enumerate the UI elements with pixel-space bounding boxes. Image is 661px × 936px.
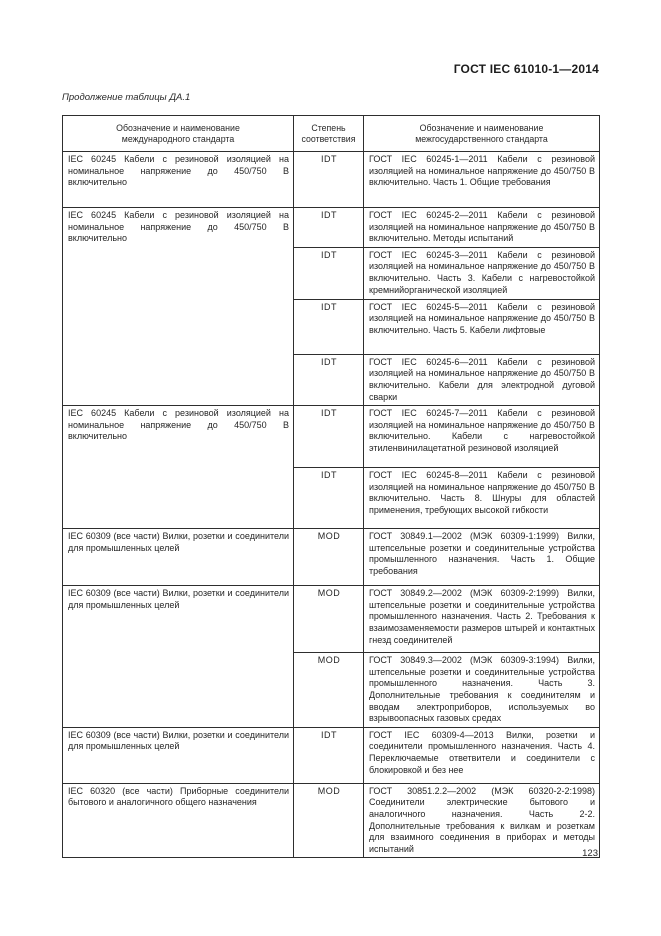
column-header-international-standard: Обозначение и наименование международного стандарта	[63, 116, 294, 152]
document-title: ГОСТ IEC 61010-1—2014	[453, 62, 599, 76]
cell-international-standard: IEC 60245 Кабели с резиновой изоляцией на номинальное напряжение до 450/750 В включительно	[63, 152, 294, 208]
cell-international-standard: IEC 60245 Кабели с резиновой изоляцией на номинальное напряжение до 450/750 В включительно	[63, 208, 294, 406]
cell-interstate-standard: ГОСТ IEC 60245-1—2011 Кабели с резиновой изоляцией на номинальное напряжение до 450/750 В включительно. Часть 1. Общие требования	[364, 152, 600, 208]
table-row	[63, 406, 600, 468]
cell-correspondence-degree: IDT	[294, 208, 364, 248]
table-row	[63, 586, 600, 653]
cell-correspondence-degree: MOD	[294, 529, 364, 586]
table-header-row	[63, 116, 600, 152]
cell-interstate-standard: ГОСТ IEC 60245-7—2011 Кабели с резиновой изоляцией на номинальное напряжение до 450/750 В включительно. Кабели с нагревостойкой этиленвинилацетатной резиновой изоляцией	[364, 406, 600, 468]
table-row	[63, 152, 600, 208]
cell-interstate-standard: ГОСТ 30849.3—2002 (МЭК 60309-3:1994) Вилки, штепсельные розетки и соединительные устройства промышленного назначения. Часть 3. Дополнительные требования к соединителям и вводам электроприборов, используемых во взрывоопасных газовых средах	[364, 653, 600, 728]
table-caption: Продолжение таблицы ДА.1	[62, 92, 191, 103]
cell-correspondence-degree: IDT	[294, 406, 364, 468]
cell-interstate-standard: ГОСТ IEC 60245-8—2011 Кабели с резиновой изоляцией на номинальное напряжение до 450/750 В включительно. Часть 8. Шнуры для областей применения, требующих высокой гибкости	[364, 468, 600, 529]
cell-international-standard: IEC 60309 (все части) Вилки, розетки и соединители для промышленных целей	[63, 586, 294, 728]
cell-interstate-standard: ГОСТ IEC 60245-2—2011 Кабели с резиновой изоляцией на номинальное напряжение до 450/750 В включительно. Методы испытаний	[364, 208, 600, 248]
cell-correspondence-degree: MOD	[294, 783, 364, 858]
column-header-interstate-standard: Обозначение и наименование межгосударственного стандарта	[364, 116, 600, 152]
cell-correspondence-degree: MOD	[294, 586, 364, 653]
cell-international-standard: IEC 60320 (все части) Приборные соединители бытового и аналогичного общего назначения	[63, 783, 294, 858]
cell-international-standard: IEC 60309 (все части) Вилки, розетки и соединители для промышленных целей	[63, 727, 294, 783]
cell-interstate-standard: ГОСТ 30849.1—2002 (МЭК 60309-1:1999) Вилки, штепсельные розетки и соединительные устройства промышленного назначения. Часть 1. Общие требования	[364, 529, 600, 586]
cell-correspondence-degree: IDT	[294, 468, 364, 529]
table-row	[63, 727, 600, 783]
cell-correspondence-degree: IDT	[294, 727, 364, 783]
cell-interstate-standard: ГОСТ 30851.2.2—2002 (МЭК 60320-2-2:1998) Соединители электрические бытового и аналогичного назначения. Часть 2-2. Дополнительные требования к вилкам и розеткам для взаимного соединения в приборах и методы испытаний	[364, 783, 600, 858]
cell-correspondence-degree: IDT	[294, 299, 364, 354]
cell-correspondence-degree: IDT	[294, 152, 364, 208]
cell-interstate-standard: ГОСТ IEC 60245-3—2011 Кабели с резиновой изоляцией на номинальное напряжение до 450/750 В включительно. Часть 3. Кабели с нагревостойкой кремнийорганической изоляцией	[364, 247, 600, 299]
cell-interstate-standard: ГОСТ 30849.2—2002 (МЭК 60309-2:1999) Вилки, штепсельные розетки и соединительные устройства промышленного назначения. Часть 2. Требования к взаимозаменяемости размеров штырей и контактных гнезд соединителей	[364, 586, 600, 653]
cell-interstate-standard: ГОСТ IEC 60309-4—2013 Вилки, розетки и соединители промышленного назначения. Часть 4. Переключаемые ответвители и соединители с блокировкой и без нее	[364, 727, 600, 783]
cell-interstate-standard: ГОСТ IEC 60245-5—2011 Кабели с резиновой изоляцией на номинальное напряжение до 450/750 В включительно. Часть 5. Кабели лифтовые	[364, 299, 600, 354]
table-row	[63, 529, 600, 586]
table-row	[63, 208, 600, 248]
page-number: 123	[582, 848, 598, 859]
cell-international-standard: IEC 60309 (все части) Вилки, розетки и соединители для промышленных целей	[63, 529, 294, 586]
cell-correspondence-degree: MOD	[294, 653, 364, 728]
cell-correspondence-degree: IDT	[294, 247, 364, 299]
correspondence-table	[62, 115, 600, 858]
cell-international-standard: IEC 60245 Кабели с резиновой изоляцией на номинальное напряжение до 450/750 В включительно	[63, 406, 294, 529]
column-header-degree: Степень соответствия	[294, 116, 364, 152]
cell-correspondence-degree: IDT	[294, 354, 364, 405]
cell-interstate-standard: ГОСТ IEC 60245-6—2011 Кабели с резиновой изоляцией на номинальное напряжение до 450/750 В включительно. Кабели для электродной дуговой сварки	[364, 354, 600, 405]
table-row	[63, 783, 600, 858]
